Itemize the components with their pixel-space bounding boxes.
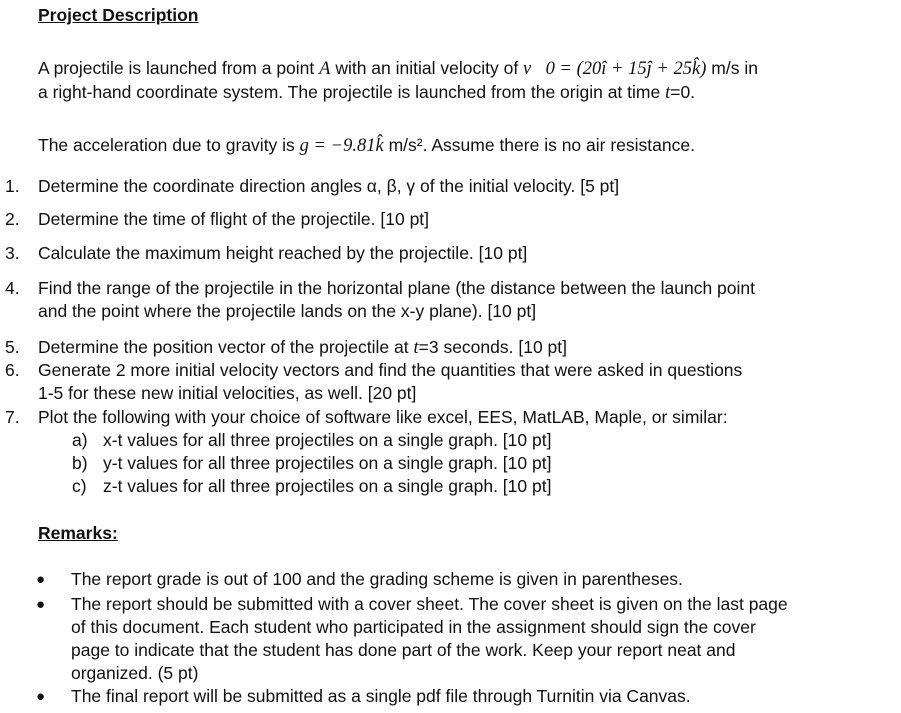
remark-text-cont: organized. (5 pt) (71, 663, 199, 683)
bullet-icon: ● (36, 571, 46, 588)
bullet-icon: ● (36, 688, 46, 705)
list-number: 4. (5, 278, 20, 298)
remark-text-cont: page to indicate that the student has done part of the work. Keep your report neat and (71, 640, 736, 660)
question-text: Determine the coordinate direction angles α, β, γ of the initial velocity. [5 pt] (38, 176, 620, 196)
remark-text: The report should be submitted with a cover sheet. The cover sheet is given on the last page (71, 594, 788, 614)
sub-label: b) (72, 453, 88, 473)
intro-line2-end: =0. (670, 82, 696, 102)
question-text: Determine the time of flight of the projectile. [10 pt] (38, 209, 430, 229)
question-text: Find the range of the projectile in the horizontal plane (the distance between the launch point (38, 278, 756, 298)
sub-text: x-t values for all three projectiles on a single graph. [10 pt] (103, 430, 552, 450)
intro-text-b: with an initial velocity of (330, 58, 524, 78)
velocity-expression: v⃗0 = (20î + 15ĵ + 25k̂) (523, 59, 707, 79)
remark-text-cont: of this document. Each student who participated in the assignment should sign the cover (71, 617, 756, 637)
question-text-cont: and the point where the projectile lands on the x-y plane). [10 pt] (38, 301, 537, 321)
remarks-heading: Remarks: (38, 523, 118, 543)
gravity-line (38, 134, 695, 158)
remark-text: The final report will be submitted as a single pdf file through Turnitin via Canvas. (71, 686, 691, 706)
list-number: 3. (5, 243, 20, 263)
list-number: 7. (5, 407, 20, 427)
question-text: Calculate the maximum height reached by the projectile. [10 pt] (38, 243, 528, 263)
gravity-expression: g = −9.81k̂ (299, 136, 384, 156)
sub-text: z-t values for all three projectiles on a single graph. [10 pt] (103, 476, 552, 496)
intro-line-1 (38, 57, 758, 81)
gravity-text-b: m/s². Assume there is no air resistance. (383, 135, 695, 155)
intro-text: A projectile is launched from a point (38, 58, 320, 78)
sub-text: y-t values for all three projectiles on a single graph. [10 pt] (103, 453, 552, 473)
list-number: 5. (5, 337, 20, 357)
sub-label: a) (72, 430, 88, 450)
point-label: A (319, 59, 331, 79)
remark-text: The report grade is out of 100 and the grading scheme is given in parentheses. (71, 569, 683, 589)
question-text (38, 336, 567, 360)
list-number: 6. (5, 360, 20, 380)
intro-line-2 (38, 81, 695, 105)
gravity-text: The acceleration due to gravity is (38, 135, 300, 155)
question-text-a: Determine the position vector of the projectile at (38, 337, 414, 357)
intro-line2-text: a right-hand coordinate system. The projectile is launched from the origin at time (38, 82, 666, 102)
question-text-b: =3 seconds. [10 pt] (418, 337, 567, 357)
question-text: Plot the following with your choice of software like excel, EES, MatLAB, Maple, or similar: (38, 407, 728, 427)
time-symbol: t (413, 338, 419, 358)
sub-label: c) (72, 476, 87, 496)
question-text-cont: 1-5 for these new initial velocities, as well. [20 pt] (38, 383, 417, 403)
velocity-unit: m/s in (706, 58, 758, 78)
bullet-icon: ● (36, 596, 46, 613)
question-text: Generate 2 more initial velocity vectors and find the quantities that were asked in questions (38, 360, 743, 380)
list-number: 1. (5, 176, 20, 196)
list-number: 2. (5, 209, 20, 229)
page-title: Project Description (38, 5, 199, 25)
time-symbol: t (665, 83, 671, 103)
